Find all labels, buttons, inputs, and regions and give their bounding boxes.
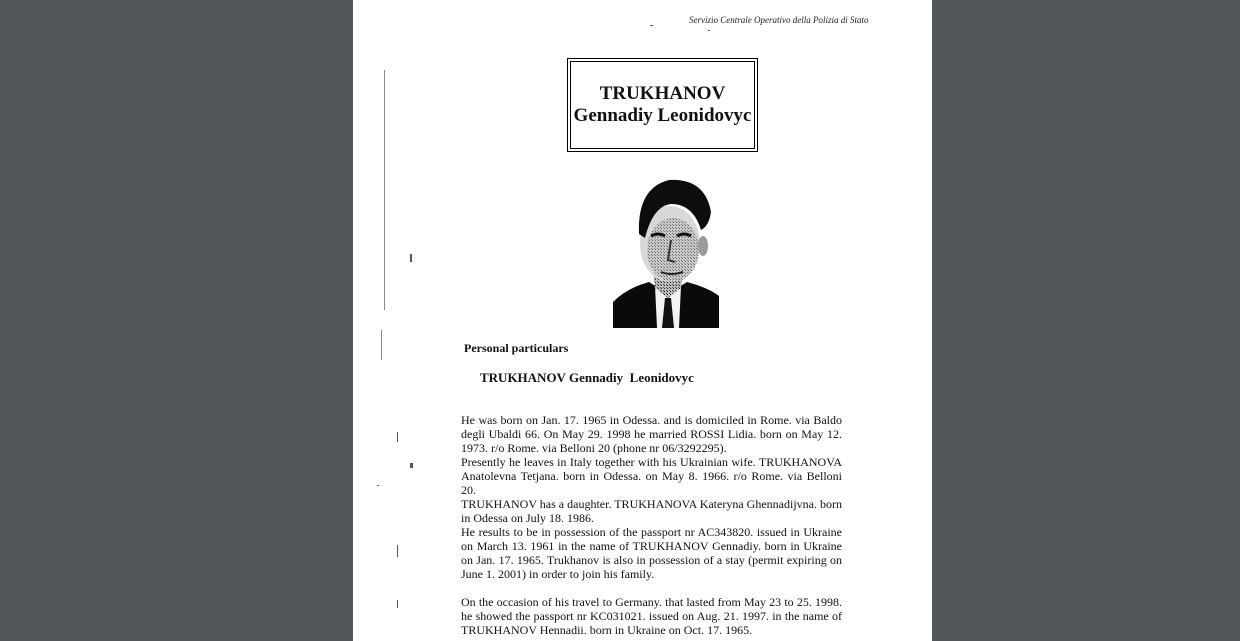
scan-speck <box>650 25 653 26</box>
paragraph-germany-travel: On the occasion of his travel to Germany. that lasted from May 23 to 25. 1998. he showed the passport nr KC031021. issued on Aug. 21. 1997. in the name of TRUKHANOV Hennadii. born in Ukraine on Oct. 17. 1965. <box>461 595 842 637</box>
title-surname: TRUKHANOV <box>599 83 726 104</box>
title-given-names: Gennadiy Leonidovyc <box>573 105 752 126</box>
scan-speck <box>708 30 710 31</box>
paragraph-birth-residence: He was born on Jan. 17. 1965 in Odessa. and is domiciled in Rome. via Baldo degli Ubaldi 66. On May 29. 1998 he married ROSSI Lidia. born on May 12. 1973. r/o Rome. via Belloni 20 (phone nr 06/3292295). <box>461 413 842 455</box>
scan-speck <box>397 432 398 442</box>
paragraph-wife: Presently he leaves in Italy together with his Ukrainian wife. TRUKHANOVA Anatolevna Tetjana. born in Odessa. on May 8. 1966. r/o Rome. via Belloni 20. <box>461 455 842 497</box>
scan-speck <box>397 600 398 608</box>
section-heading: Personal particulars <box>464 341 569 355</box>
scan-speck <box>410 254 412 262</box>
paragraph-daughter: TRUKHANOV has a daughter. TRUKHANOVA Kateryna Ghennadijvna. born in Odessa on July 18. 1986. <box>461 497 842 525</box>
scan-speck <box>377 485 379 486</box>
scan-speck <box>410 463 413 468</box>
document-body <box>461 413 842 637</box>
paragraph-passport: He results to be in possession of the passport nr AC343820. issued in Ukraine on March 13. 1961 in the name of TRUKHANOV Gennadiy. born in Ukraine on Jan. 17. 1965. Trukhanov is also in possession of a stay (permit expiring on June 1. 2001) in order to join his family. <box>461 525 842 581</box>
title-box <box>567 58 758 152</box>
scan-margin-line <box>384 70 385 310</box>
portrait-photo <box>613 174 723 328</box>
title-box-inner <box>570 61 755 149</box>
document-page <box>353 0 932 641</box>
subject-full-name: TRUKHANOV Gennadiy Leonidovyc <box>480 370 694 385</box>
scan-speck <box>397 545 398 557</box>
scan-margin-line <box>381 330 382 360</box>
agency-header: Servizio Centrale Operativo della Polizia di Stato <box>689 15 869 25</box>
